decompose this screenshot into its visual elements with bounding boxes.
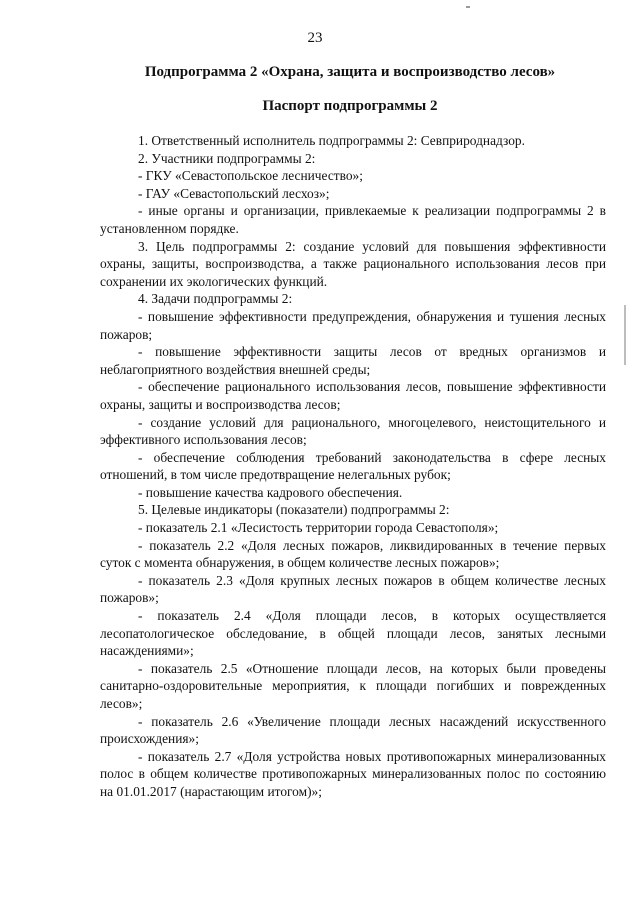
section-subtitle: Паспорт подпрограммы 2 — [262, 98, 438, 114]
paragraph: - повышение качества кадрового обеспечения. — [138, 484, 403, 500]
paragraph: - показатель 2.4 «Доля площади лесов, в которых осуществляется лесопатологическое обследование, в общей площади лесов, занятых лесными насаждениями»; — [100, 608, 606, 659]
paragraph: - показатель 2.1 «Лесистость территории города Севастополя»; — [138, 520, 499, 536]
paragraph: - показатель 2.7 «Доля устройства новых противопожарных минерализованных полос в общем количестве противопожарных минерализованных полос по состоянию на 01.01.2017 (нарастающим итогом)»; — [100, 748, 606, 799]
paragraph: - показатель 2.5 «Отношение площади лесов, на которых были проведены санитарно-оздоровительные мероприятия, к площади погибших и поврежденных лесов»; — [100, 660, 606, 711]
paragraph: 5. Целевые индикаторы (показатели) подпрограммы 2: — [138, 502, 450, 518]
paragraph: 1. Ответственный исполнитель подпрограммы 2: Севприроднадзор. — [138, 133, 525, 148]
paragraph: - обеспечение рационального использования лесов, повышение эффективности охраны, защиты и воспроизводства лесов; — [100, 379, 606, 412]
paragraph: - обеспечение соблюдения требований законодательства в сфере лесных отношений, в том числе предотвращение нелегальных рубок; — [100, 449, 606, 483]
paragraph: - иные органы и организации, привлекаемые к реализации подпрограммы 2 в установленном порядке. — [100, 203, 606, 236]
paragraph: - ГКУ «Севастопольское лесничество»; — [138, 168, 363, 184]
paragraph: 2. Участники подпрограммы 2: — [138, 150, 316, 166]
paragraph: - показатель 2.3 «Доля крупных лесных пожаров в общем количестве лесных пожаров»; — [100, 572, 606, 606]
paragraph: - повышение эффективности предупреждения, обнаружения и тушения лесных пожаров; — [100, 308, 606, 342]
paragraph: - ГАУ «Севастопольский лесхоз»; — [138, 185, 330, 201]
paragraph: 3. Цель подпрограммы 2: создание условий для повышения эффективности охраны, защиты, воспроизводства, а также рационального использования лесов при сохранении их экологических функций. — [100, 238, 606, 289]
paragraph: - повышение эффективности защиты лесов от вредных организмов и неблагоприятного воздействия внешней среды; — [100, 344, 606, 377]
document-body — [100, 132, 606, 801]
scan-mark — [466, 6, 470, 8]
paragraph: - показатель 2.6 «Увеличение площади лесных насаждений искусственного происхождения»; — [100, 713, 606, 747]
scan-edge-mark — [624, 305, 626, 365]
section-title: Подпрограмма 2 «Охрана, защита и воспроизводство лесов» — [144, 64, 556, 80]
paragraph: - создание условий для рационального, многоцелевого, неистощительного и эффективного использования лесов; — [100, 414, 606, 448]
paragraph: 4. Задачи подпрограммы 2: — [138, 291, 293, 307]
page-number: 23 — [307, 30, 323, 46]
paragraph: - показатель 2.2 «Доля лесных пожаров, ликвидированных в течение первых суток с момента обнаружения, в общем количестве лесных пожаров»; — [100, 537, 606, 571]
